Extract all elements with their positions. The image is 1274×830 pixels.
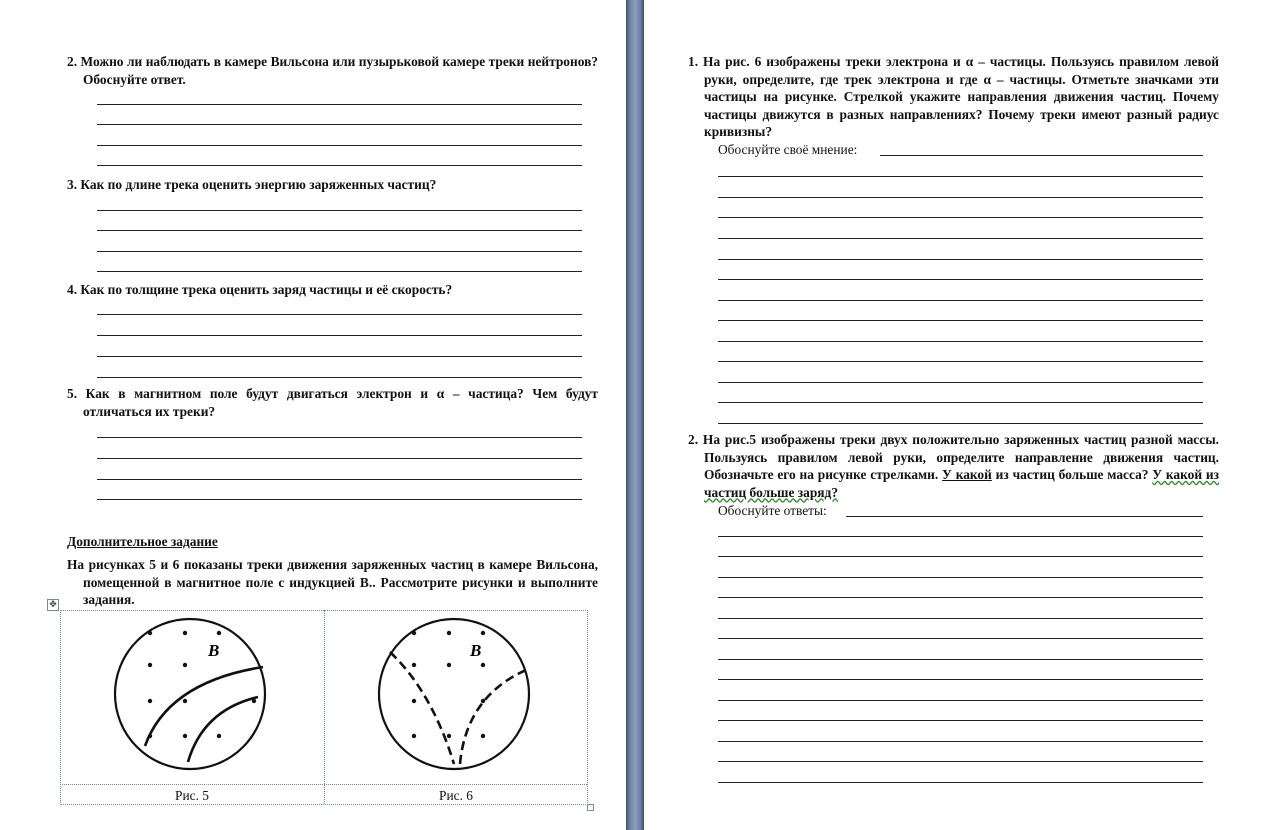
- answer-line[interactable]: [718, 679, 1203, 680]
- track-dashed-right: [460, 670, 526, 764]
- answer-line[interactable]: [718, 320, 1203, 321]
- answer-line[interactable]: [880, 155, 1203, 156]
- answer-line[interactable]: [718, 700, 1203, 701]
- question-3: 3. Как по длине трека оценить энергию заряженных частиц?: [67, 177, 437, 192]
- answer-line[interactable]: [718, 217, 1203, 218]
- answer-line[interactable]: [718, 577, 1203, 578]
- answer-line[interactable]: [97, 314, 582, 315]
- extra-task-text: На рисунках 5 и 6 показаны треки движения заряженных частиц в камере Вильсона, помещенной в магнитное поле с индукцией В.. Рассмотрите рисунки и выполните задания.: [67, 557, 598, 607]
- answer-line[interactable]: [718, 638, 1203, 639]
- answer-line[interactable]: [718, 720, 1203, 721]
- caption-figure-5: Рис. 5: [175, 788, 209, 803]
- extra-task-title: Дополнительное задание: [67, 534, 218, 549]
- answer-line[interactable]: [718, 556, 1203, 557]
- answer-line[interactable]: [718, 341, 1203, 342]
- question-2-right: 2. На рис.5 изображены треки двух положительно заряженных частиц разной массы. Пользуясь правилом левой руки, определите направление движения частиц. Обозначьте его на рисунке стрелками. У какой из частиц больше масса? У какой из частиц больше заряд?: [688, 432, 1219, 500]
- justify-prompt-1: Обоснуйте своё мнение:: [718, 142, 858, 157]
- answer-line[interactable]: [718, 761, 1203, 762]
- answer-line[interactable]: [97, 458, 582, 459]
- answer-line[interactable]: [97, 437, 582, 438]
- answer-line[interactable]: [718, 423, 1203, 424]
- answer-line[interactable]: [97, 124, 582, 125]
- table-cell-divider: [324, 610, 325, 804]
- answer-line[interactable]: [97, 377, 582, 378]
- answer-line[interactable]: [718, 279, 1203, 280]
- answer-line[interactable]: [718, 382, 1203, 383]
- answer-line[interactable]: [846, 516, 1203, 517]
- question-2: 2. Можно ли наблюдать в камере Вильсона или пузырьковой камере треки нейтронов? Обоснуйте ответ.: [67, 54, 598, 87]
- answer-line[interactable]: [718, 597, 1203, 598]
- answer-line[interactable]: [718, 402, 1203, 403]
- table-row-divider: [60, 784, 587, 785]
- answer-line[interactable]: [97, 356, 582, 357]
- answer-line[interactable]: [97, 145, 582, 146]
- answer-line[interactable]: [97, 104, 582, 105]
- chamber-circle: [115, 619, 265, 769]
- page-gap: [626, 0, 644, 830]
- answer-line[interactable]: [97, 251, 582, 252]
- figure-6: [372, 612, 536, 776]
- question-5: 5. Как в магнитном поле будут двигаться электрон и α – частица? Чем будут отличаться их треки?: [67, 386, 598, 419]
- answer-line[interactable]: [97, 230, 582, 231]
- figure-5: [108, 612, 272, 776]
- question-1-right: 1. На рис. 6 изображены треки электрона и α – частицы. Пользуясь правилом левой руки, определите, где трек электрона и где α – частицы. Отметьте значками эти частицы на рисунке. Стрелкой укажите направления движения частиц. Почему частицы движутся в разных направлениях? Почему треки имеют разный радиус кривизны?: [688, 54, 1219, 139]
- answer-line[interactable]: [718, 300, 1203, 301]
- left-page: [0, 0, 626, 830]
- answer-line[interactable]: [718, 741, 1203, 742]
- answer-line[interactable]: [718, 536, 1203, 537]
- answer-line[interactable]: [97, 499, 582, 500]
- answer-line[interactable]: [718, 259, 1203, 260]
- table-resize-handle[interactable]: [587, 804, 594, 811]
- answer-line[interactable]: [718, 782, 1203, 783]
- right-page: [644, 0, 1274, 830]
- answer-line[interactable]: [718, 618, 1203, 619]
- answer-line[interactable]: [718, 197, 1203, 198]
- field-label-b: B: [470, 641, 482, 660]
- answer-line[interactable]: [718, 659, 1203, 660]
- field-label-b: B: [208, 641, 220, 660]
- answer-line[interactable]: [718, 361, 1203, 362]
- answer-line[interactable]: [97, 210, 582, 211]
- answer-line[interactable]: [97, 165, 582, 166]
- chamber-circle: [379, 619, 529, 769]
- answer-line[interactable]: [97, 335, 582, 336]
- caption-figure-6: Рис. 6: [439, 788, 473, 803]
- justify-prompt-2: Обоснуйте ответы:: [718, 503, 827, 518]
- answer-line[interactable]: [718, 238, 1203, 239]
- answer-line[interactable]: [718, 176, 1203, 177]
- answer-line[interactable]: [97, 479, 582, 480]
- question-4: 4. Как по толщине трека оценить заряд частицы и её скорость?: [67, 282, 453, 297]
- answer-line[interactable]: [97, 271, 582, 272]
- move-icon[interactable]: ✥: [47, 599, 59, 611]
- track-small: [188, 697, 258, 762]
- track-large: [145, 667, 263, 746]
